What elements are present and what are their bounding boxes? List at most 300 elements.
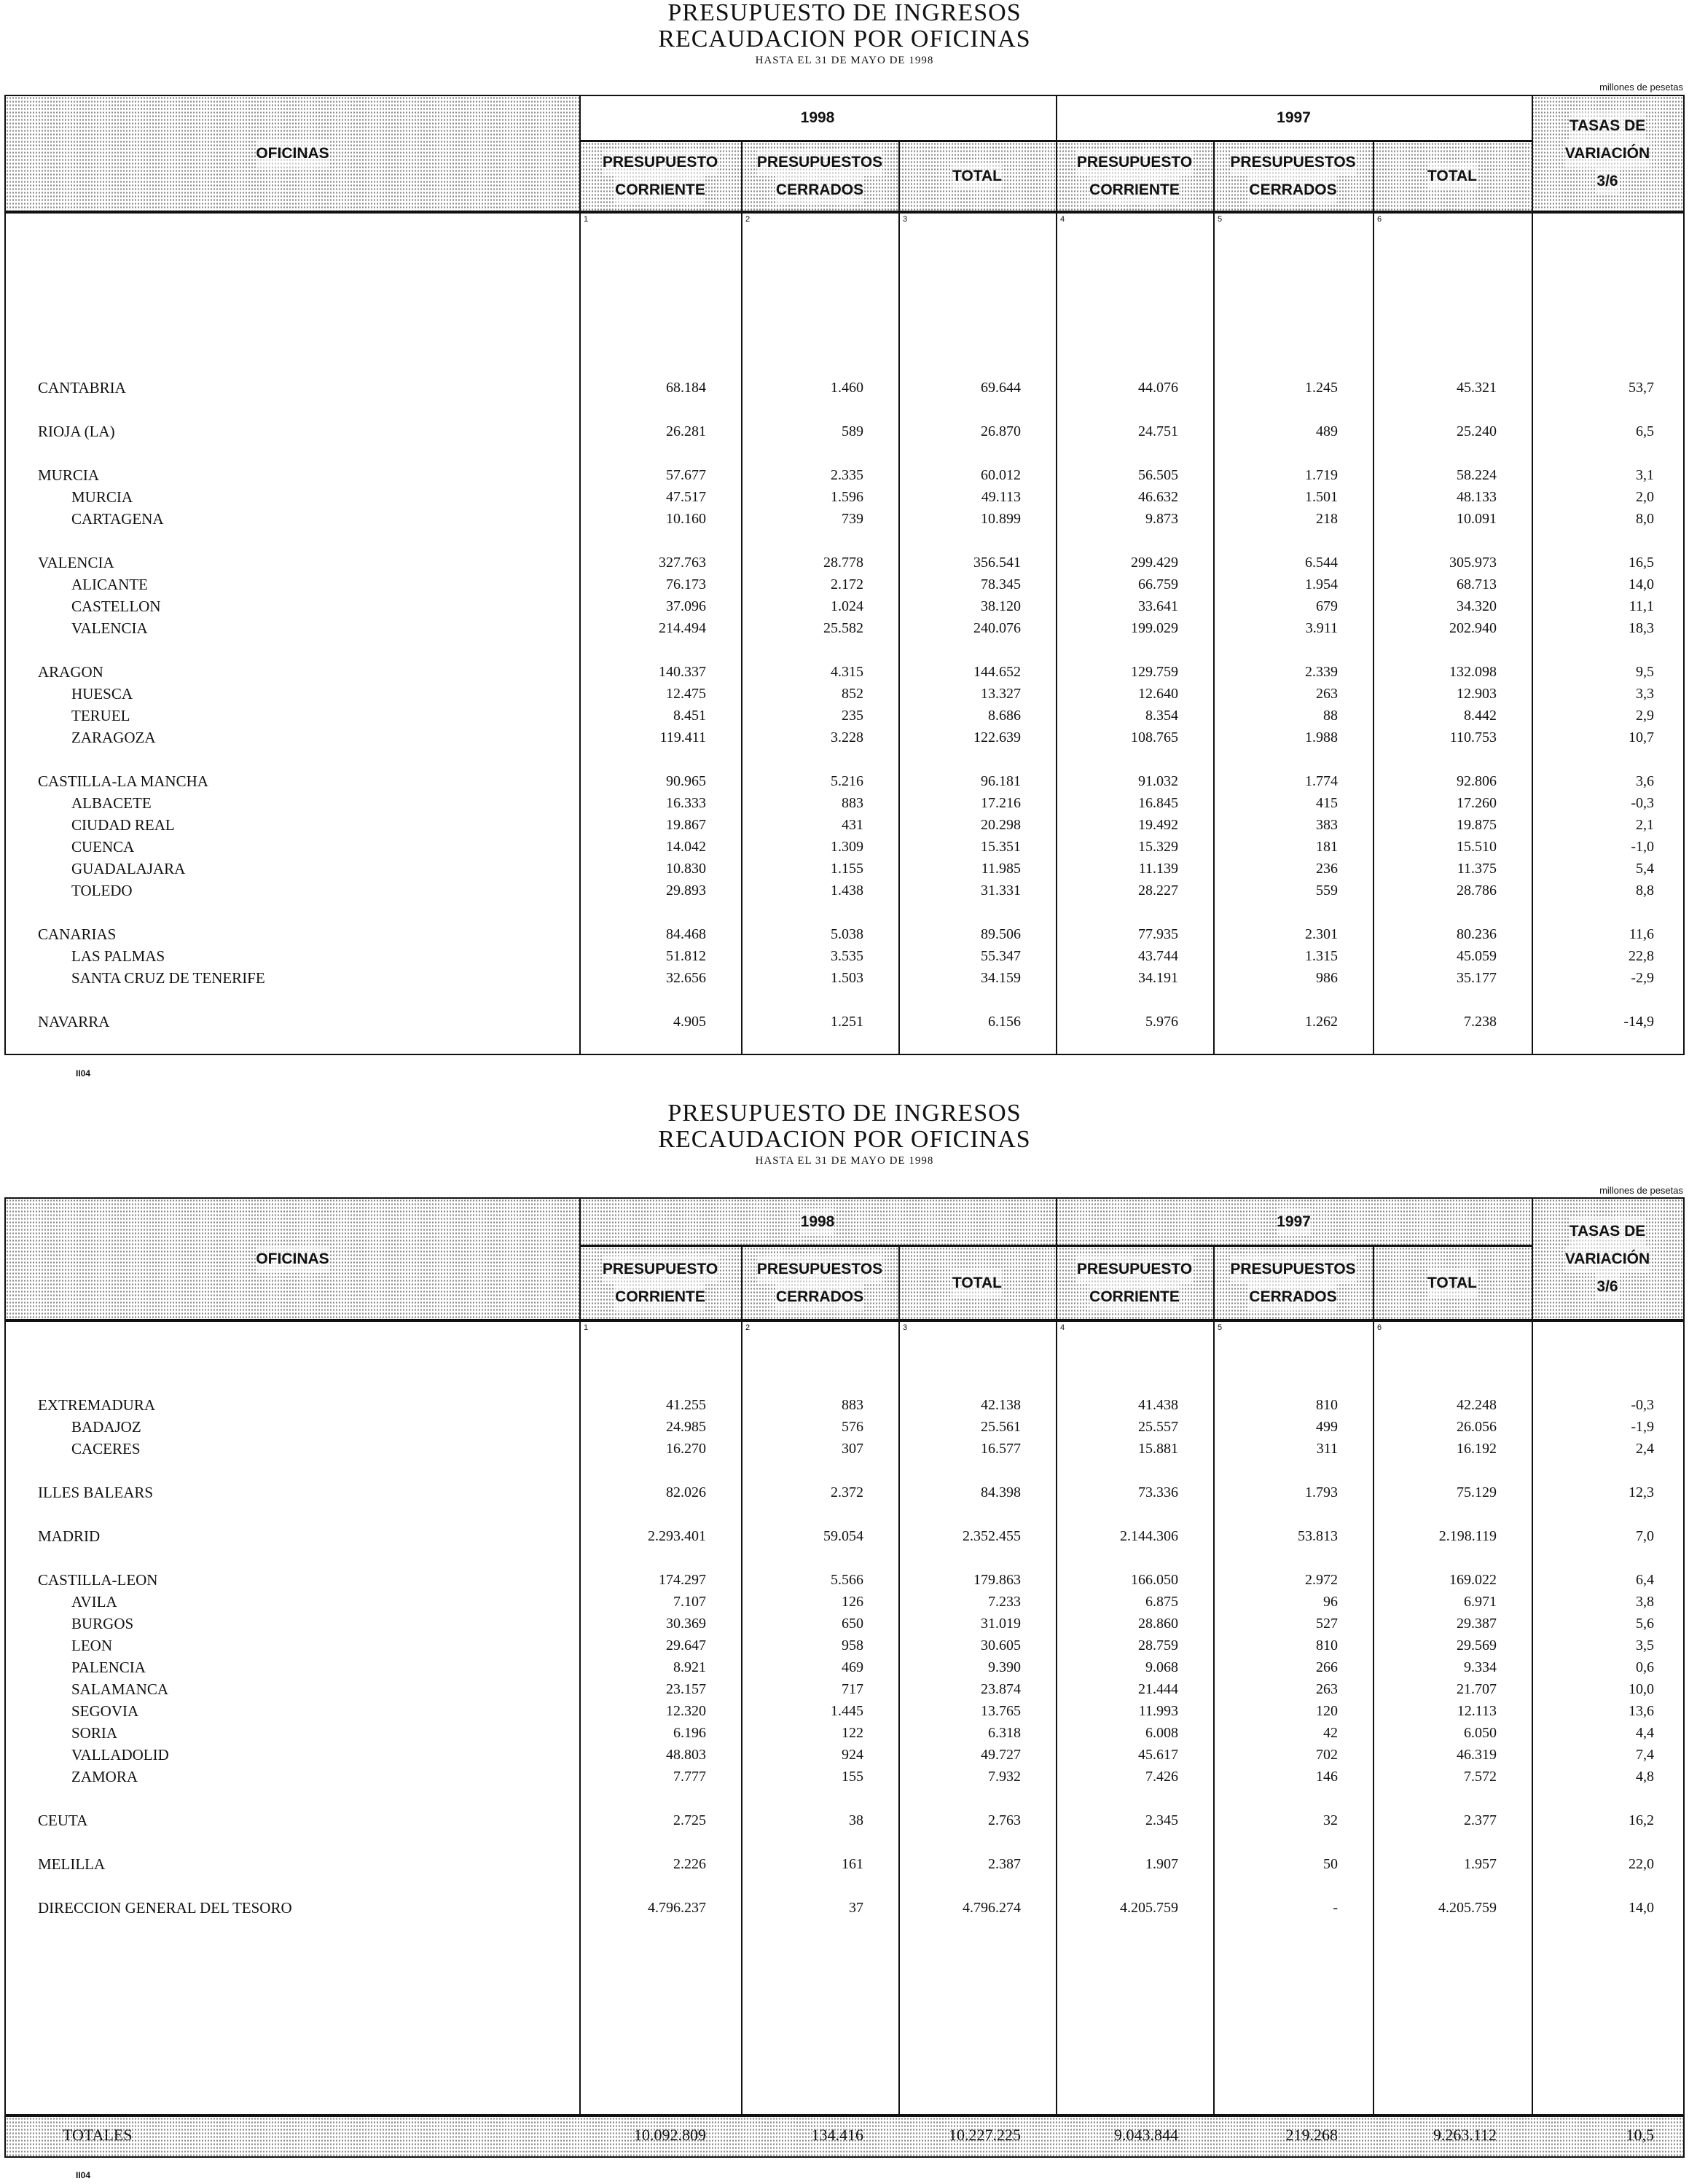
- office-name: MADRID: [38, 1527, 101, 1545]
- total-1998-value: 17.216: [981, 795, 1021, 811]
- header-line: CERRADOS: [776, 176, 863, 204]
- total-1998-value: 2.763: [988, 1812, 1021, 1828]
- presupuesto-corriente-1997-value: 6.875: [1145, 1594, 1178, 1610]
- office-name: CASTILLA-LEON: [38, 1571, 158, 1589]
- presupuesto-corriente-1997-value: 6.008: [1145, 1725, 1178, 1741]
- presupuestos-cerrados-1997-value: 1.245: [1305, 380, 1338, 396]
- presupuesto-corriente-1998-value: 51.812: [666, 948, 706, 964]
- tasa-variacion-value: -14,9: [1623, 1014, 1654, 1030]
- presupuesto-corriente-1997-value: 16.845: [1138, 795, 1178, 811]
- table-row-office: [6, 880, 1683, 901]
- presupuestos-cerrados-1997-value: 415: [1316, 795, 1338, 811]
- table-row-office: [6, 1613, 1683, 1635]
- office-name: SALAMANCA: [71, 1680, 169, 1698]
- total-1998-value: 15.351: [981, 839, 1021, 855]
- presupuesto-corriente-1998-value: 16.270: [666, 1441, 706, 1457]
- presupuesto-corriente-1998-value: 214.494: [659, 620, 706, 636]
- tasa-variacion-value: 10,7: [1629, 729, 1654, 745]
- total-1997-value: 92.806: [1457, 773, 1497, 789]
- table-row-office: [6, 1656, 1683, 1678]
- header-line: PRESUPUESTOS: [757, 1256, 882, 1283]
- total-1998-value: 13.765: [981, 1703, 1021, 1719]
- tasa-variacion-value: 5,6: [1636, 1616, 1654, 1632]
- presupuesto-corriente-1997-value: 77.935: [1138, 926, 1178, 942]
- tasa-variacion-value: 11,1: [1629, 598, 1654, 614]
- total-1997-value: 11.375: [1457, 861, 1497, 877]
- total-1997-value: 19.875: [1457, 817, 1497, 833]
- total-1998-value: 23.874: [981, 1681, 1021, 1697]
- office-name: MURCIA: [38, 466, 100, 484]
- presupuesto-corriente-1997-value: 34.191: [1138, 970, 1178, 986]
- presupuesto-corriente-1998-value: 16.333: [666, 795, 706, 811]
- column-number: 1: [584, 215, 589, 224]
- table-row-region: [6, 770, 1683, 792]
- header-total-1997: [1373, 1247, 1532, 1319]
- presupuestos-cerrados-1997-value: 3.911: [1305, 620, 1338, 636]
- presupuesto-corriente-1998-value: 119.411: [659, 729, 706, 745]
- presupuestos-cerrados-1998-value: 431: [842, 817, 863, 833]
- presupuestos-cerrados-1998-value: 717: [842, 1681, 863, 1697]
- total-1997-value: 15.510: [1457, 839, 1497, 855]
- office-name: SANTA CRUZ DE TENERIFE: [71, 969, 265, 987]
- presupuestos-cerrados-1997-value: 489: [1316, 423, 1338, 439]
- presupuestos-cerrados-1997-value: 42: [1323, 1725, 1338, 1741]
- header-line: CORRIENTE: [615, 176, 705, 204]
- presupuesto-corriente-1998-value: 14.042: [666, 839, 706, 855]
- total-1998-value: 4.796.274: [963, 1900, 1021, 1916]
- table-row-office: [6, 1766, 1683, 1788]
- table-row-region: [6, 1809, 1683, 1831]
- office-name: NAVARRA: [38, 1013, 110, 1030]
- tasa-variacion-value: 4,8: [1636, 1769, 1654, 1785]
- presupuestos-cerrados-1998-value: 25.582: [823, 620, 863, 636]
- presupuestos-cerrados-1998-value: 1.155: [831, 861, 863, 877]
- tasa-variacion-value: 4,4: [1636, 1725, 1654, 1741]
- table-row-office: [6, 574, 1683, 595]
- total-1997-value: 305.973: [1449, 555, 1497, 571]
- office-name: CIUDAD REAL: [71, 816, 175, 834]
- total-1998-value: 9.390: [988, 1659, 1021, 1675]
- header-line: PRESUPUESTO: [603, 149, 718, 176]
- tasa-variacion-value: -0,3: [1631, 1397, 1654, 1413]
- header-line: CERRADOS: [1249, 1283, 1336, 1311]
- presupuesto-corriente-1998-value: 47.517: [666, 489, 706, 505]
- presupuestos-cerrados-1997-value: 679: [1316, 598, 1338, 614]
- total-1998-value: 240.076: [973, 620, 1021, 636]
- table-row-office: [6, 1744, 1683, 1766]
- presupuesto-corriente-1997-value: 2.345: [1145, 1812, 1178, 1828]
- report-date: HASTA EL 31 DE MAYO DE 1998: [755, 55, 934, 66]
- presupuesto-corriente-1997-value: 7.426: [1145, 1769, 1178, 1785]
- header-tasas-variacion: [1532, 96, 1683, 211]
- header-line: VARIACIÓN: [1565, 1245, 1650, 1273]
- header-oficinas: [6, 96, 579, 211]
- total-1997-value: 17.260: [1457, 795, 1497, 811]
- tasa-variacion-value: 3,8: [1636, 1594, 1654, 1610]
- table-row-office: [6, 508, 1683, 530]
- table-row-office: [6, 727, 1683, 748]
- total-1998-value: 11.985: [981, 861, 1021, 877]
- presupuestos-cerrados-1998-value: 589: [842, 423, 863, 439]
- presupuestos-cerrados-1998-value: 924: [842, 1747, 863, 1763]
- budget-table: [4, 95, 1685, 1055]
- presupuestos-cerrados-1997-value: 263: [1316, 686, 1338, 702]
- presupuestos-cerrados-1998-total: 134.416: [811, 2126, 863, 2144]
- oficinas-label: OFICINAS: [256, 140, 329, 168]
- office-name: EXTREMADURA: [38, 1396, 155, 1414]
- presupuesto-corriente-1997-value: 46.632: [1138, 489, 1178, 505]
- presupuesto-corriente-1998-value: 57.677: [666, 467, 706, 483]
- presupuestos-cerrados-1998-value: 38: [849, 1812, 863, 1828]
- presupuestos-cerrados-1998-value: 122: [842, 1725, 863, 1741]
- column-number: 2: [745, 1323, 751, 1332]
- total-1998-value: 7.233: [988, 1594, 1021, 1610]
- table-row-region: [6, 1569, 1683, 1591]
- office-name: CANTABRIA: [38, 379, 126, 396]
- header-presupuestos-cerrados-1997: [1213, 142, 1373, 211]
- presupuestos-cerrados-1997-value: 810: [1316, 1637, 1338, 1653]
- report-subtitle: RECAUDACION POR OFICINAS: [658, 1126, 1031, 1153]
- presupuesto-corriente-1998-value: 30.369: [666, 1616, 706, 1632]
- header-line: CORRIENTE: [1089, 176, 1180, 204]
- presupuesto-corriente-1997-value: 1.907: [1145, 1856, 1178, 1872]
- office-name: VALENCIA: [71, 619, 148, 637]
- header-presupuesto-corriente-1998: [579, 142, 741, 211]
- office-name: MELILLA: [38, 1855, 106, 1873]
- total-1997-value: 2.198.119: [1438, 1528, 1497, 1544]
- total-1997-value: 58.224: [1457, 467, 1497, 483]
- presupuesto-corriente-1997-value: 45.617: [1138, 1747, 1178, 1763]
- tasa-variacion-value: 7,0: [1636, 1528, 1654, 1544]
- presupuestos-cerrados-1997-value: 499: [1316, 1419, 1338, 1435]
- header-total-label: TOTAL: [1427, 1269, 1477, 1297]
- total-1997-value: 48.133: [1457, 489, 1497, 505]
- office-name: HUESCA: [71, 685, 133, 702]
- presupuesto-corriente-1997-value: 5.976: [1145, 1014, 1178, 1030]
- total-1998-value: 34.159: [981, 970, 1021, 986]
- total-1997-value: 45.321: [1457, 380, 1497, 396]
- header-year-year_prev: [1056, 96, 1532, 142]
- office-name: AVILA: [71, 1593, 117, 1610]
- total-1998-value: 122.639: [973, 729, 1021, 745]
- presupuestos-cerrados-1997-value: 32: [1323, 1812, 1338, 1828]
- presupuesto-corriente-1998-value: 37.096: [666, 598, 706, 614]
- presupuestos-cerrados-1997-value: 53.813: [1298, 1528, 1338, 1544]
- year-label: 1997: [1277, 1208, 1311, 1236]
- presupuestos-cerrados-1997-value: 527: [1316, 1616, 1338, 1632]
- total-1997-value: 28.786: [1457, 882, 1497, 899]
- office-name: VALLADOLID: [71, 1746, 169, 1764]
- total-1998-value: 31.331: [981, 882, 1021, 899]
- presupuestos-cerrados-1998-value: 1.024: [831, 598, 863, 614]
- header-line: PRESUPUESTO: [1077, 1256, 1192, 1283]
- tasa-variacion-value: 6,4: [1636, 1572, 1654, 1588]
- presupuesto-corriente-1997-value: 28.759: [1138, 1637, 1178, 1653]
- presupuestos-cerrados-1998-value: 852: [842, 686, 863, 702]
- presupuestos-cerrados-1997-total: 219.268: [1285, 2126, 1338, 2144]
- table-row-office: [6, 1678, 1683, 1700]
- presupuestos-cerrados-1997-value: -: [1333, 1900, 1338, 1916]
- table-header: [6, 1199, 1683, 1322]
- presupuestos-cerrados-1997-value: 702: [1316, 1747, 1338, 1763]
- office-name: LEON: [71, 1637, 112, 1654]
- presupuesto-corriente-1998-value: 7.777: [673, 1769, 706, 1785]
- total-1997-value: 75.129: [1457, 1484, 1497, 1500]
- office-name: ZAMORA: [71, 1768, 138, 1785]
- presupuestos-cerrados-1997-value: 6.544: [1305, 555, 1338, 571]
- presupuesto-corriente-1997-value: 4.205.759: [1120, 1900, 1178, 1916]
- presupuestos-cerrados-1998-value: 126: [842, 1594, 863, 1610]
- presupuesto-corriente-1997-value: 33.641: [1138, 598, 1178, 614]
- total-1998-value: 8.686: [988, 708, 1021, 724]
- office-name: CANARIAS: [38, 925, 117, 943]
- year-label: 1997: [1277, 104, 1311, 132]
- office-name: TOLEDO: [71, 882, 133, 899]
- presupuestos-cerrados-1997-value: 311: [1316, 1441, 1338, 1457]
- presupuestos-cerrados-1998-value: 4.315: [831, 664, 863, 680]
- total-1998-value: 6.156: [988, 1014, 1021, 1030]
- presupuestos-cerrados-1997-value: 50: [1323, 1856, 1338, 1872]
- office-name: ALICANTE: [71, 576, 148, 593]
- table-row-office: [6, 814, 1683, 836]
- header-line: TASAS DE: [1570, 1218, 1646, 1245]
- table-row-region: [6, 1525, 1683, 1547]
- header-presupuestos-cerrados-1998: [741, 1247, 898, 1319]
- report-title: PRESUPUESTO DE INGRESOS: [667, 0, 1022, 26]
- header-line: VARIACIÓN: [1565, 140, 1650, 168]
- presupuestos-cerrados-1998-value: 958: [842, 1637, 863, 1653]
- presupuesto-corriente-1998-value: 4.796.237: [648, 1900, 706, 1916]
- tasa-variacion-value: 0,6: [1636, 1659, 1654, 1675]
- presupuesto-corriente-1998-value: 2.226: [673, 1856, 706, 1872]
- presupuestos-cerrados-1998-value: 37: [849, 1900, 863, 1916]
- tasa-variacion-value: 3,3: [1636, 686, 1654, 702]
- total-1997-value: 132.098: [1449, 664, 1497, 680]
- presupuestos-cerrados-1997-value: 96: [1323, 1594, 1338, 1610]
- presupuestos-cerrados-1998-value: 883: [842, 795, 863, 811]
- presupuestos-cerrados-1997-value: 146: [1316, 1769, 1338, 1785]
- table-row-office: [6, 1438, 1683, 1460]
- presupuestos-cerrados-1997-value: 559: [1316, 882, 1338, 899]
- tasa-variacion-value: 7,4: [1636, 1747, 1654, 1763]
- presupuestos-cerrados-1998-value: 576: [842, 1419, 863, 1435]
- tasa-variacion-value: -0,3: [1631, 795, 1654, 811]
- presupuesto-corriente-1998-value: 174.297: [659, 1572, 706, 1588]
- table-row-region: [6, 1011, 1683, 1033]
- header-presupuestos-cerrados-1997: [1213, 1247, 1373, 1319]
- office-name: CUENCA: [71, 838, 135, 856]
- presupuesto-corriente-1997-value: 199.029: [1131, 620, 1178, 636]
- tasa-variacion-value: -1,0: [1631, 839, 1654, 855]
- presupuesto-corriente-1998-value: 327.763: [659, 555, 706, 571]
- presupuesto-corriente-1998-value: 12.320: [666, 1703, 706, 1719]
- presupuestos-cerrados-1998-value: 1.596: [831, 489, 863, 505]
- header-line: CERRADOS: [776, 1283, 863, 1311]
- header-line: PRESUPUESTOS: [1230, 1256, 1355, 1283]
- presupuestos-cerrados-1998-value: 739: [842, 511, 863, 527]
- office-name: BADAJOZ: [71, 1418, 141, 1436]
- presupuesto-corriente-1998-value: 41.255: [666, 1397, 706, 1413]
- presupuesto-corriente-1997-value: 19.492: [1138, 817, 1178, 833]
- presupuesto-corriente-1997-value: 9.873: [1145, 511, 1178, 527]
- presupuesto-corriente-1997-value: 43.744: [1138, 948, 1178, 964]
- presupuesto-corriente-1997-value: 73.336: [1138, 1484, 1178, 1500]
- presupuestos-cerrados-1998-value: 3.228: [831, 729, 863, 745]
- header-year-year_prev: [1056, 1199, 1532, 1247]
- budget-table: [4, 1197, 1685, 2158]
- presupuestos-cerrados-1998-value: 155: [842, 1769, 863, 1785]
- presupuesto-corriente-1998-value: 82.026: [666, 1484, 706, 1500]
- presupuesto-corriente-1998-value: 26.281: [666, 423, 706, 439]
- report-subtitle: RECAUDACION POR OFICINAS: [658, 26, 1031, 52]
- tasa-variacion-value: 2,9: [1636, 708, 1654, 724]
- presupuestos-cerrados-1998-value: 1.251: [831, 1014, 863, 1030]
- total-1998-value: 6.318: [988, 1725, 1021, 1741]
- table-row-region: [6, 420, 1683, 442]
- total-1998-value: 31.019: [981, 1616, 1021, 1632]
- presupuestos-cerrados-1998-value: 2.172: [831, 576, 863, 592]
- total-1997-value: 2.377: [1464, 1812, 1497, 1828]
- tasa-variacion-value: 8,0: [1636, 511, 1654, 527]
- office-name: SORIA: [71, 1724, 118, 1742]
- total-1998-value: 49.113: [981, 489, 1021, 505]
- presupuesto-corriente-1997-value: 41.438: [1138, 1397, 1178, 1413]
- presupuesto-corriente-1998-value: 90.965: [666, 773, 706, 789]
- total-1997-value: 4.205.759: [1438, 1900, 1497, 1916]
- presupuesto-corriente-1997-value: 66.759: [1138, 576, 1178, 592]
- header-year-year_current: [579, 96, 1056, 142]
- header-tasas-variacion: [1532, 1199, 1683, 1319]
- presupuesto-corriente-1998-value: 84.468: [666, 926, 706, 942]
- total-1997-value: 7.572: [1464, 1769, 1497, 1785]
- header-total-1998: [898, 1247, 1056, 1319]
- office-name: CACERES: [71, 1440, 141, 1457]
- presupuestos-cerrados-1997-value: 236: [1316, 861, 1338, 877]
- tasa-variacion-value: 11,6: [1629, 926, 1654, 942]
- total-1997-value: 7.238: [1464, 1014, 1497, 1030]
- office-name: ZARAGOZA: [71, 729, 156, 746]
- table-row-region: [6, 1482, 1683, 1503]
- presupuestos-cerrados-1997-value: 1.501: [1305, 489, 1338, 505]
- presupuesto-corriente-1997-value: 299.429: [1131, 555, 1178, 571]
- column-number: 3: [903, 215, 908, 224]
- presupuestos-cerrados-1997-value: 88: [1323, 708, 1338, 724]
- presupuestos-cerrados-1997-value: 986: [1316, 970, 1338, 986]
- tasa-variacion-value: 8,8: [1636, 882, 1654, 899]
- office-name: LAS PALMAS: [71, 947, 165, 965]
- tasa-variacion-value: 3,1: [1636, 467, 1654, 483]
- column-number: 1: [584, 1323, 589, 1332]
- presupuesto-corriente-1998-value: 12.475: [666, 686, 706, 702]
- total-1997-value: 46.319: [1457, 1747, 1497, 1763]
- presupuesto-corriente-1998-value: 32.656: [666, 970, 706, 986]
- table-row-region: [6, 923, 1683, 945]
- total-1997-total: 9.263.112: [1433, 2126, 1497, 2144]
- office-name: CEUTA: [38, 1812, 88, 1829]
- total-1998-value: 49.727: [981, 1747, 1021, 1763]
- presupuestos-cerrados-1997-value: 810: [1316, 1397, 1338, 1413]
- table-row-office: [6, 858, 1683, 880]
- tasa-variacion-value: -1,9: [1631, 1419, 1654, 1435]
- tasa-variacion-value: 2,1: [1636, 817, 1654, 833]
- year-label: 1998: [801, 1208, 835, 1236]
- total-1997-value: 29.569: [1457, 1637, 1497, 1653]
- tasa-variacion-value: 16,2: [1629, 1812, 1654, 1828]
- tasa-variacion-value: 14,0: [1629, 1900, 1654, 1916]
- tasa-variacion-value: 53,7: [1629, 380, 1654, 396]
- table-row-office: [6, 486, 1683, 508]
- presupuestos-cerrados-1998-value: 28.778: [823, 555, 863, 571]
- presupuestos-cerrados-1997-value: 1.719: [1305, 467, 1338, 483]
- presupuestos-cerrados-1998-value: 5.566: [831, 1572, 863, 1588]
- office-name: RIOJA (LA): [38, 423, 115, 440]
- total-1997-value: 34.320: [1457, 598, 1497, 614]
- total-1997-value: 1.957: [1464, 1856, 1497, 1872]
- presupuesto-corriente-1998-value: 68.184: [666, 380, 706, 396]
- header-line: CORRIENTE: [1089, 1283, 1180, 1311]
- presupuesto-corriente-1998-value: 140.337: [659, 664, 706, 680]
- presupuesto-corriente-1997-value: 28.227: [1138, 882, 1178, 899]
- total-1997-value: 16.192: [1457, 1441, 1497, 1457]
- total-1998-value: 2.352.455: [963, 1528, 1021, 1544]
- table-row-region: [6, 377, 1683, 399]
- presupuesto-corriente-1997-value: 9.068: [1145, 1659, 1178, 1675]
- presupuesto-corriente-1998-value: 10.830: [666, 861, 706, 877]
- tasa-variacion-value: 2,4: [1636, 1441, 1654, 1457]
- total-1997-value: 169.022: [1449, 1572, 1497, 1588]
- presupuesto-corriente-1997-value: 2.144.306: [1120, 1528, 1178, 1544]
- tasa-variacion-value: 16,5: [1629, 555, 1654, 571]
- header-total-label: TOTAL: [952, 1269, 1002, 1297]
- tasa-variacion-value: 6,5: [1636, 423, 1654, 439]
- column-number: 5: [1218, 1323, 1223, 1332]
- table-row-region: [6, 464, 1683, 486]
- presupuestos-cerrados-1998-value: 1.309: [831, 839, 863, 855]
- presupuesto-corriente-1998-value: 24.985: [666, 1419, 706, 1435]
- total-1998-value: 84.398: [981, 1484, 1021, 1500]
- tasa-variacion-value: 2,0: [1636, 489, 1654, 505]
- table-row-office: [6, 1416, 1683, 1438]
- table-header: [6, 96, 1683, 214]
- presupuesto-corriente-1998-value: 29.647: [666, 1637, 706, 1653]
- office-name: GUADALAJARA: [71, 860, 186, 877]
- presupuesto-corriente-1998-value: 8.451: [673, 708, 706, 724]
- presupuesto-corriente-1998-value: 8.921: [673, 1659, 706, 1675]
- total-1998-value: 69.644: [981, 380, 1021, 396]
- total-1998-value: 96.181: [981, 773, 1021, 789]
- total-1998-value: 89.506: [981, 926, 1021, 942]
- total-1998-value: 60.012: [981, 467, 1021, 483]
- presupuestos-cerrados-1998-value: 307: [842, 1441, 863, 1457]
- totals-label: TOTALES: [63, 2126, 133, 2144]
- presupuesto-corriente-1997-total: 9.043.844: [1114, 2126, 1178, 2144]
- total-1997-value: 29.387: [1457, 1616, 1497, 1632]
- total-1998-value: 38.120: [981, 598, 1021, 614]
- presupuesto-corriente-1998-value: 76.173: [666, 576, 706, 592]
- header-line: CERRADOS: [1249, 176, 1336, 204]
- office-name: MURCIA: [71, 488, 133, 506]
- presupuesto-corriente-1997-value: 21.444: [1138, 1681, 1178, 1697]
- header-total-1998: [898, 142, 1056, 211]
- presupuesto-corriente-1997-value: 24.751: [1138, 423, 1178, 439]
- table-row-region: [6, 552, 1683, 574]
- tasa-variacion-total: 10,5: [1626, 2126, 1654, 2144]
- presupuestos-cerrados-1998-value: 235: [842, 708, 863, 724]
- presupuesto-corriente-1998-value: 6.196: [673, 1725, 706, 1741]
- page-code: II04: [76, 1068, 91, 1079]
- tasa-variacion-value: 9,5: [1636, 664, 1654, 680]
- tasa-variacion-value: 14,0: [1629, 576, 1654, 592]
